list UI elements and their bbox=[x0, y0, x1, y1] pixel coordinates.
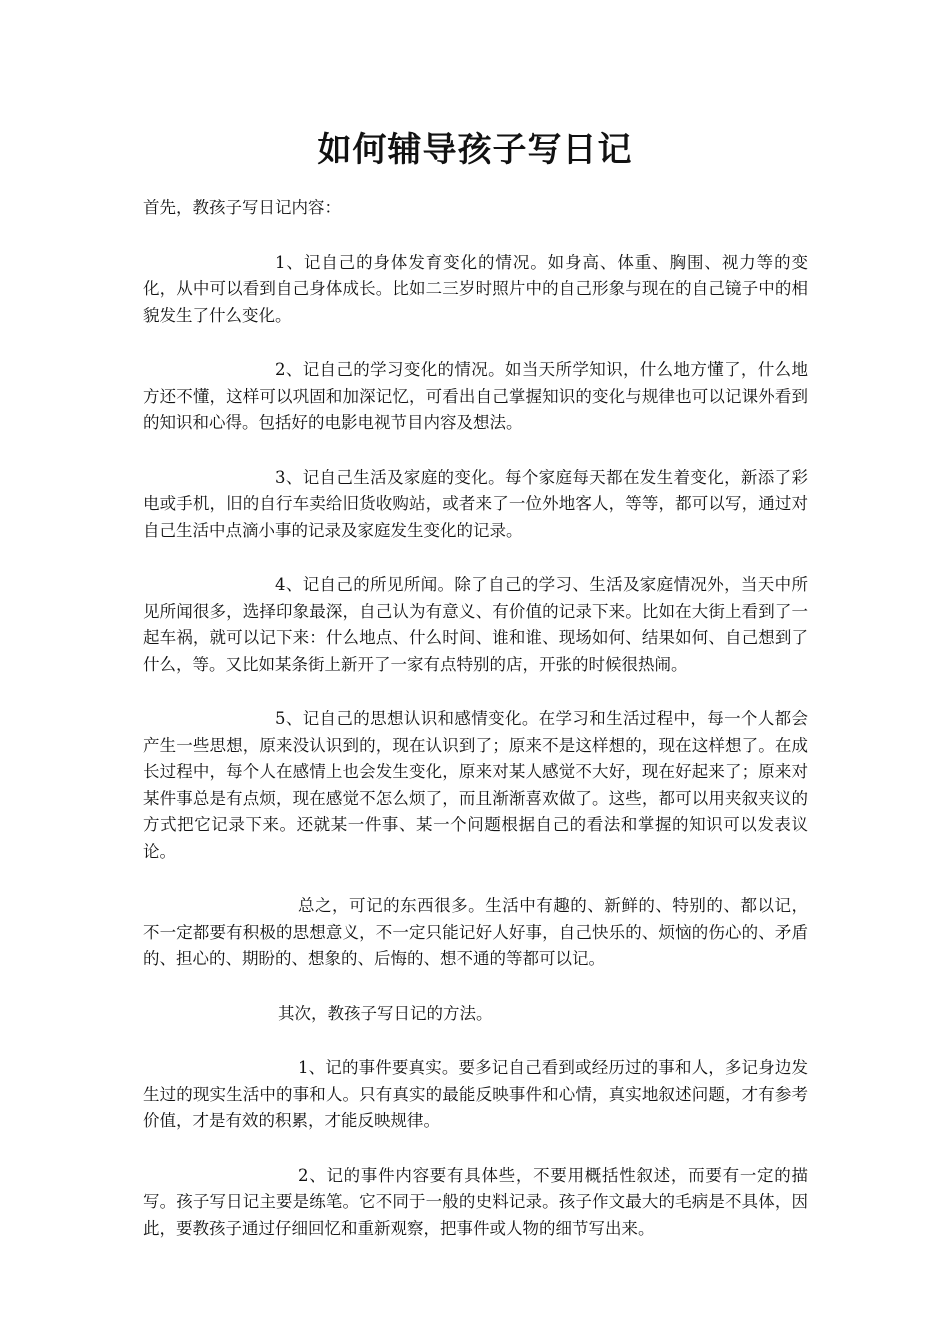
method-item-2: 2、记的事件内容要有具体些，不要用概括性叙述，而要有一定的描写。孩子写日记主要是练笔。它不同于一般的史料记录。孩子作文最大的毛病是不具体，因此，要教孩子通过仔细回忆和重新观察，把事件或人物的细节写出来。 bbox=[143, 1165, 808, 1238]
content-item-5: 5、记自己的思想认识和感情变化。在学习和生活过程中，每一个人都会产生一些思想，原来没认识到的，现在认识到了；原来不是这样想的，现在这样想了。在成长过程中，每个人在感情上也会发生变化，原来对某人感觉不大好，现在好起来了；原来对某件事总是有点烦，现在感觉不怎么烦了，而且渐渐喜欢做了。这些，都可以用夹叙夹议的方式把它记录下来。还就某一件事、某一个问题根据自己的看法和掌握的知识可以发表议论。 bbox=[143, 709, 808, 861]
method-item-1: 1、记的事件要真实。要多记自己看到或经历过的事和人，多记身边发生过的现实生活中的事和人。只有真实的最能反映事件和心情，真实地叙述问题，才有参考价值，才是有效的积累，才能反映规律。 bbox=[143, 1058, 808, 1130]
document-body bbox=[143, 195, 808, 1242]
method-intro-paragraph: 其次，教孩子写日记的方法。 bbox=[278, 1003, 493, 1023]
intro-paragraph: 首先，教孩子写日记内容： bbox=[143, 198, 341, 217]
document-title: 如何辅导孩子写日记 bbox=[317, 130, 633, 170]
content-item-3: 3、记自己生活及家庭的变化。每个家庭每天都在发生着变化，新添了彩电或手机，旧的自行车卖给旧货收购站，或者来了一位外地客人，等等，都可以写，通过对自己生活中点滴小事的记录及家庭发生变化的记录。 bbox=[143, 467, 808, 540]
content-item-2: 2、记自己的学习变化的情况。如当天所学知识，什么地方懂了，什么地方还不懂，这样可以巩固和加深记忆，可看出自己掌握知识的变化与规律也可以记课外看到的知识和心得。包括好的电影电视节目内容及想法。 bbox=[143, 360, 808, 432]
summary-paragraph: 总之，可记的东西很多。生活中有趣的、新鲜的、特别的、都以记，不一定都要有积极的思想意义，不一定只能记好人好事，自己快乐的、烦恼的伤心的、矛盾的、担心的、期盼的、想象的、后悔的、想不通的等都可以记。 bbox=[143, 896, 808, 968]
content-item-4: 4、记自己的所见所闻。除了自己的学习、生活及家庭情况外，当天中所见所闻很多，选择印象最深，自己认为有意义、有价值的记录下来。比如在大街上看到了一起车祸，就可以记下来：什么地点、什么时间、谁和谁、现场如何、结果如何、自己想到了什么，等。又比如某条街上新开了一家有点特别的店，开张的时候很热闹。 bbox=[143, 575, 808, 674]
content-item-1: 1、记自己的身体发育变化的情况。如身高、体重、胸围、视力等的变化，从中可以看到自己身体成长。比如二三岁时照片中的自己形象与现在的自己镜子中的相貌发生了什么变化。 bbox=[143, 252, 808, 325]
